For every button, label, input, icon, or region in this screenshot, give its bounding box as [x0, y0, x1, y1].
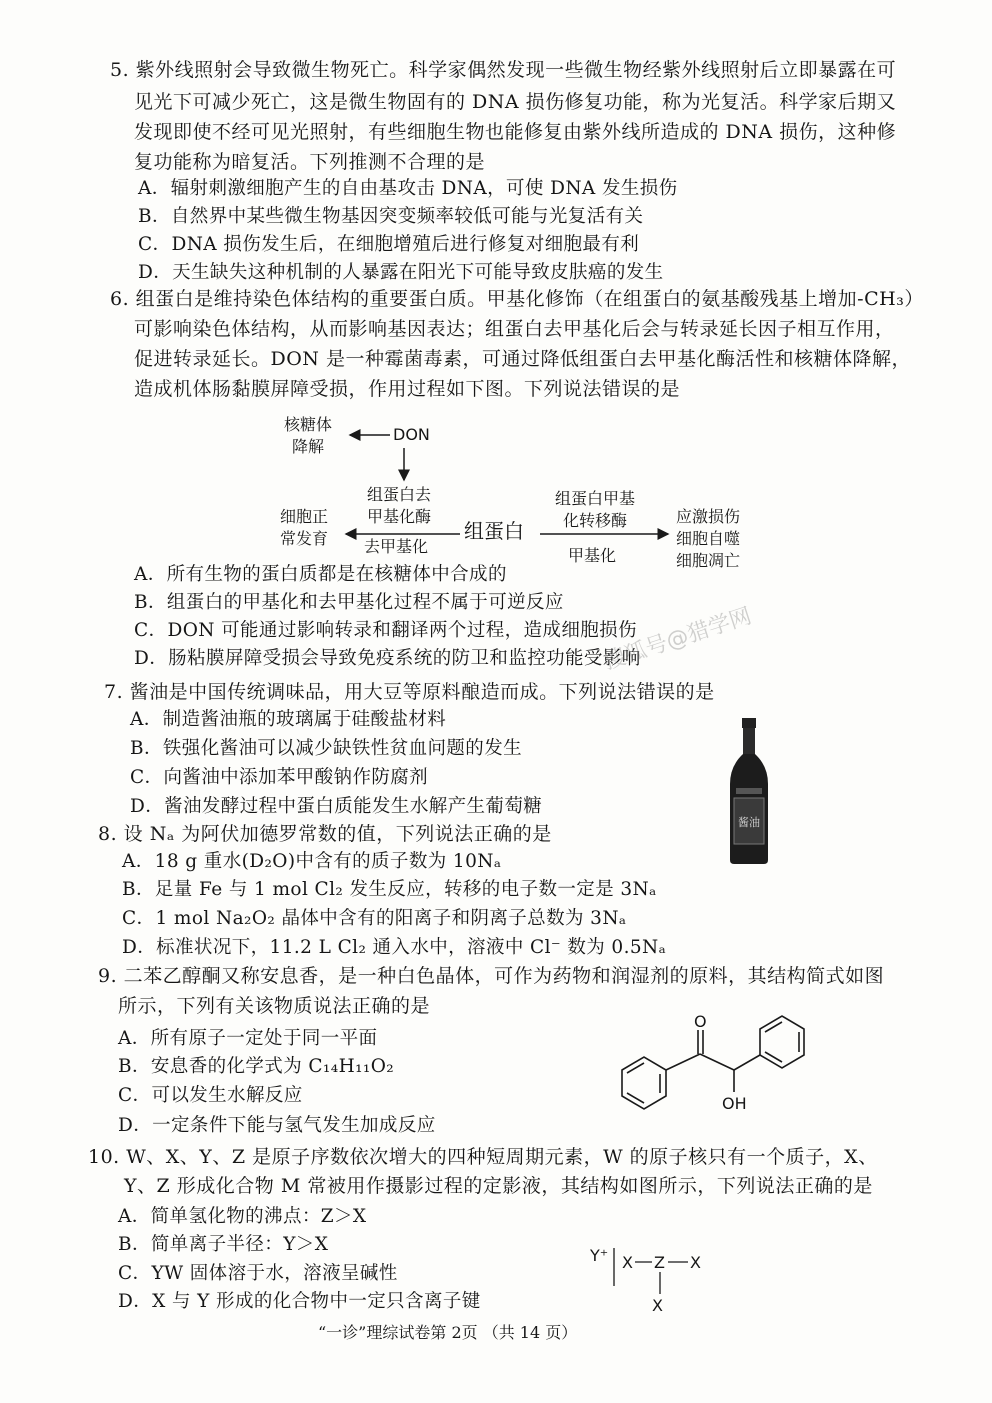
q7-option-b[interactable]: B．铁强化酱油可以减少缺铁性贫血问题的发生 [130, 738, 522, 759]
q10-line-1: 10. W、X、Y、Z 是原子序数依次增大的四种短周期元素，W 的原子核只有一个质子，X、 [88, 1146, 878, 1168]
damage-line-3: 细胞凋亡 [676, 551, 741, 570]
q8-option-a[interactable]: A．18 g 重水(D₂O)中含有的质子数为 10Nₐ [122, 851, 502, 872]
q9-line-2: 所示，下列有关该物质说法正确的是 [118, 995, 431, 1017]
q5-line-2: 见光下可减少死亡，这是微生物固有的 DNA 损伤修复功能，称为光复活。科学家后期又 [134, 91, 897, 113]
damage-line-2: 细胞自噬 [676, 529, 741, 548]
q5-option-a[interactable]: A．辐射刺激细胞产生的自由基攻击 DNA，可使 DNA 发生损伤 [138, 178, 678, 199]
atom-x1: X [622, 1253, 633, 1272]
atom-x2: X [690, 1253, 701, 1272]
atom-x3: X [652, 1296, 663, 1315]
q7-option-a[interactable]: A．制造酱油瓶的玻璃属于硅酸盐材料 [130, 709, 447, 730]
q7-option-c[interactable]: C．向酱油中添加苯甲酸钠作防腐剂 [130, 767, 429, 788]
q5-line-1: 5. 紫外线照射会导致微生物死亡。科学家偶然发现一些微生物经紫外线照射后立即暴露在可 [110, 59, 897, 81]
q10-line-2: Y、Z 形成化合物 M 常被用作摄影过程的定影液，其结构如图所示，下列说法正确的是 [124, 1175, 873, 1197]
oxygen-label: O [694, 1012, 707, 1031]
structure-bonds [600, 1240, 710, 1310]
q6-option-c[interactable]: C．DON 可能通过影响转录和翻译两个过程，造成细胞损伤 [134, 620, 637, 641]
q5-line-3: 发现即使不经可见光照射，有些细胞生物也能修复由紫外线所造成的 DNA 损伤，这种修 [134, 121, 897, 143]
q6-option-b[interactable]: B．组蛋白的甲基化和去甲基化过程不属于可逆反应 [134, 592, 564, 613]
q10-option-c[interactable]: C．YW 固体溶于水，溶液呈碱性 [118, 1263, 398, 1284]
damage-line-1: 应激损伤 [676, 507, 741, 526]
q5-option-d[interactable]: D．天生缺失这种机制的人暴露在阳光下可能导致皮肤癌的发生 [138, 262, 664, 283]
don-label: DON [393, 425, 430, 444]
q8-line-1: 8. 设 Nₐ 为阿伏加德罗常数的值，下列说法正确的是 [98, 823, 552, 845]
q7-option-d[interactable]: D．酱油发酵过程中蛋白质能发生水解产生葡萄糖 [130, 796, 543, 817]
q6-line-3: 促进转录延长。DON 是一种霉菌毒素，可通过降低组蛋白去甲基化酶活性和核糖体降解， [134, 348, 911, 370]
normal-label-line-2: 常发育 [280, 529, 329, 548]
normal-label-line-1: 细胞正 [280, 507, 329, 526]
q6-line-4: 造成机体肠黏膜屏障受损，作用过程如下图。下列说法错误的是 [134, 378, 681, 400]
cation-y: Y⁺ [590, 1246, 609, 1265]
demethylase-label-line-2: 甲基化酶 [367, 507, 432, 526]
q6-option-a[interactable]: A．所有生物的蛋白质都是在核糖体中合成的 [134, 564, 507, 585]
methylation-label: 甲基化 [568, 546, 617, 565]
q7-line-1: 7. 酱油是中国传统调味品，用大豆等原料酿造而成。下列说法错误的是 [104, 681, 715, 703]
q6-line-2: 可影响染色体结构，从而影响基因表达；组蛋白去甲基化后会与转录延长因子相互作用， [134, 318, 895, 340]
q6-option-d[interactable]: D．肠粘膜屏障受损会导致免疫系统的防卫和监控功能受影响 [134, 648, 641, 669]
q5-option-b[interactable]: B．自然界中某些微生物基因突变频率较低可能与光复活有关 [138, 206, 644, 227]
q8-option-b[interactable]: B．足量 Fe 与 1 mol Cl₂ 发生反应，转移的电子数一定是 3Nₐ [122, 879, 657, 900]
q10-option-b[interactable]: B．简单离子半径：Y＞X [118, 1234, 329, 1255]
q9-option-c[interactable]: C．可以发生水解反应 [118, 1085, 303, 1106]
q5-line-4: 复功能称为暗复活。下列推测不合理的是 [134, 151, 486, 173]
q9-option-d[interactable]: D．一定条件下能与氢气发生加成反应 [118, 1115, 436, 1136]
page-footer: “一诊”理综试卷第 2页 （共 14 页） [318, 1323, 578, 1342]
atom-z: Z [654, 1253, 665, 1272]
soy-sauce-bottle-icon [722, 718, 776, 866]
demethylation-label: 去甲基化 [364, 537, 429, 556]
bottle-label: 酱油 [738, 816, 760, 829]
q8-option-d[interactable]: D．标准状况下，11.2 L Cl₂ 通入水中，溶液中 Cl⁻ 数为 0.5Nₐ [122, 937, 667, 958]
q9-line-1: 9. 二苯乙醇酮又称安息香，是一种白色晶体，可作为药物和润湿剂的原料，其结构简式如图 [98, 965, 885, 987]
q9-option-a[interactable]: A．所有原子一定处于同一平面 [118, 1028, 378, 1049]
histone-label: 组蛋白 [464, 519, 524, 543]
hydroxyl-label: OH [722, 1094, 747, 1113]
methyltransferase-line-1: 组蛋白甲基 [555, 489, 636, 508]
methyltransferase-line-2: 化转移酶 [563, 511, 628, 530]
q10-option-a[interactable]: A．简单氢化物的沸点：Z＞X [118, 1206, 367, 1227]
demethylase-label-line-1: 组蛋白去 [367, 485, 432, 504]
ribosome-label-line-2: 降解 [292, 437, 325, 456]
watermark: 搜狐号@猎学网 [600, 603, 755, 676]
q8-option-c[interactable]: C．1 mol Na₂O₂ 晶体中含有的阳离子和阴离子总数为 3Nₐ [122, 908, 627, 929]
q9-option-b[interactable]: B．安息香的化学式为 C₁₄H₁₁O₂ [118, 1056, 395, 1077]
q5-option-c[interactable]: C．DNA 损伤发生后，在细胞增殖后进行修复对细胞最有利 [138, 234, 640, 255]
diagram-arrows [0, 0, 992, 600]
benzoin-structure [610, 1010, 820, 1120]
q10-option-d[interactable]: D．X 与 Y 形成的化合物中一定只含离子键 [118, 1291, 481, 1312]
q6-line-1: 6. 组蛋白是维持染色体结构的重要蛋白质。甲基化修饰（在组蛋白的氨基酸残基上增加-CH₃） [110, 288, 924, 310]
ribosome-label-line-1: 核糖体 [284, 415, 333, 434]
